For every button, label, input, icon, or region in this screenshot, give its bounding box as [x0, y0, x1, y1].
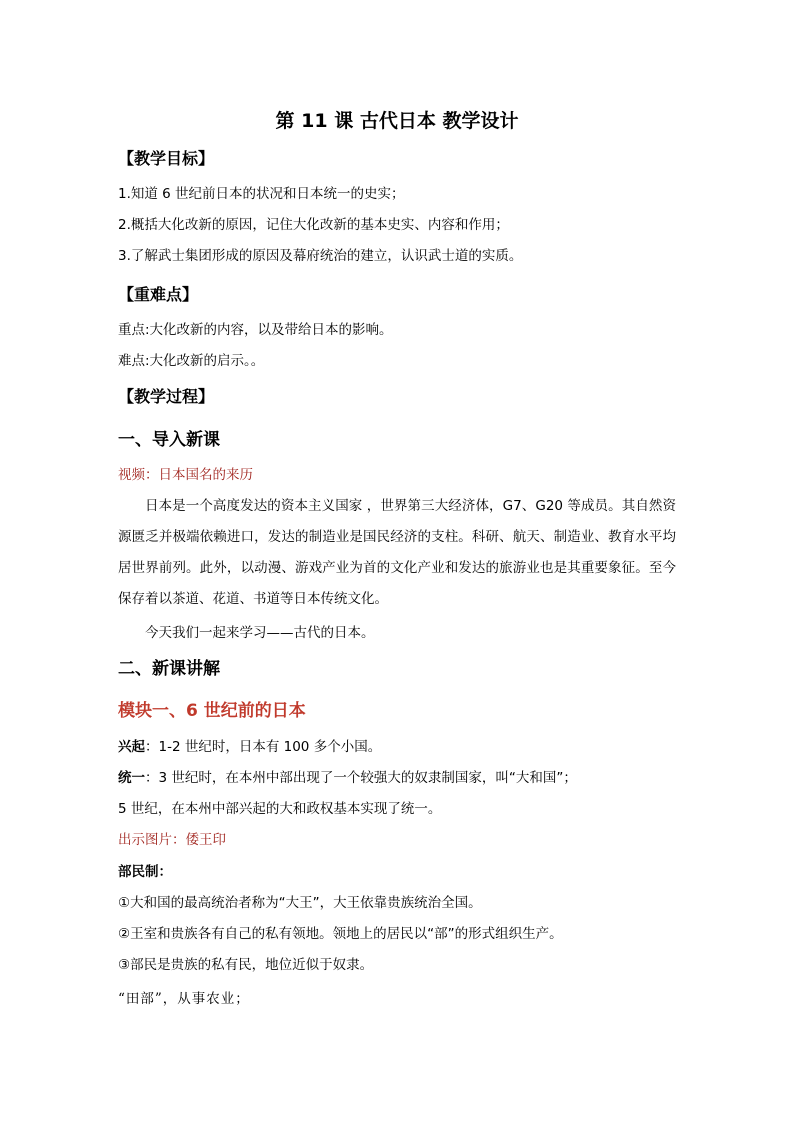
goal-item-3: 3.了解武士集团形成的原因及幕府统治的建立，认识武士道的实质。 — [118, 248, 523, 264]
unify-label: 统一 — [118, 770, 145, 786]
intro-paragraph: 日本是一个高度发达的资本主义国家 ，世界第三大经济体，G7、G20 等成员。其自然资源匮乏并极端依赖进口，发达的制造业是国民经济的支柱。科研、航天、制造业、教育水平均居世界前列。此外，以动漫、游戏产业为首的文化产业和发达的旅游业也是其重要象征。至今保存着以茶道、花道、书道等日本传统文化。 — [118, 498, 676, 607]
bumin-item-2: ②王室和贵族各有自己的私有领地。领地上的居民以“部”的形式组织生产。 — [118, 926, 563, 942]
key-points-heading: 【重难点】 — [118, 285, 199, 304]
goals-heading: 【教学目标】 — [118, 149, 215, 168]
image-label: 出示图片：倭王印 — [118, 832, 226, 848]
rise-label: 兴起 — [118, 739, 145, 755]
unify-line — [118, 768, 676, 788]
video-label: 视频：日本国名的来历 — [118, 467, 253, 483]
process-heading: 【教学过程】 — [118, 387, 215, 406]
bumin-item-1: ①大和国的最高统治者称为“大王”，大王依靠贵族统治全国。 — [118, 895, 482, 911]
key-point: 重点:大化改新的内容，以及带给日本的影响。 — [118, 322, 393, 338]
unify-line-2: 5 世纪，在本州中部兴起的大和政权基本实现了统一。 — [118, 801, 442, 817]
rise-line — [118, 737, 676, 757]
part1-heading: 一、导入新课 — [118, 430, 220, 450]
today-line: 今天我们一起来学习——古代的日本。 — [145, 625, 375, 641]
unify-text: ：3 世纪时，在本州中部出现了一个较强大的奴隶制国家，叫“大和国”； — [145, 770, 577, 786]
module1-heading: 模块一、6 世纪前的日本 — [118, 701, 306, 721]
bumin-item-3: ③部民是贵族的私有民，地位近似于奴隶。 — [118, 957, 374, 973]
rise-text: ：1-2 世纪时，日本有 100 多个小国。 — [145, 739, 382, 755]
tabe-line: “田部”，从事农业； — [118, 991, 250, 1007]
goal-item-1: 1.知道 6 世纪前日本的状况和日本统一的史实； — [118, 186, 405, 202]
part2-heading: 二、新课讲解 — [118, 659, 220, 679]
bumin-heading: 部民制： — [118, 864, 172, 880]
page-title: 第 11 课 古代日本 教学设计 — [275, 110, 519, 132]
goal-item-2: 2.概括大化改新的原因，记住大化改新的基本史实、内容和作用； — [118, 217, 509, 233]
difficult-point: 难点:大化改新的启示。。 — [118, 353, 265, 369]
